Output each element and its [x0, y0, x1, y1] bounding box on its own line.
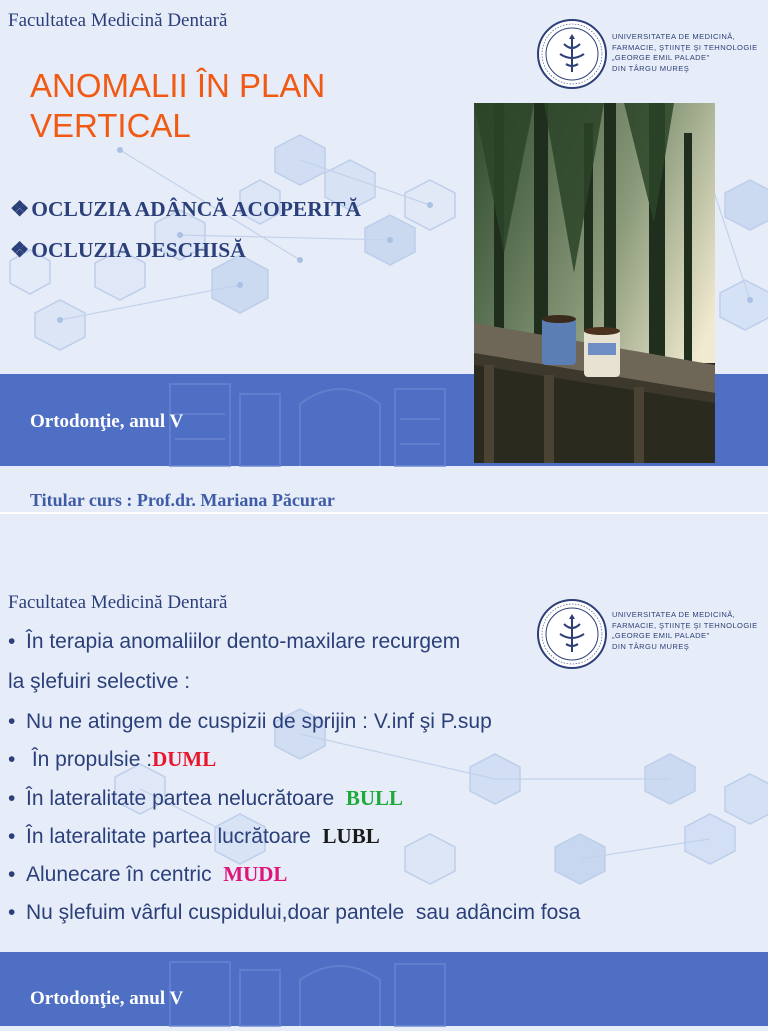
- topic-text: OCLUZIA DESCHISĂ: [31, 238, 246, 262]
- bullet-dot-icon: •: [8, 710, 16, 733]
- university-line: FARMACIE, ŞTIINŢE ŞI TEHNOLOGIE: [612, 620, 758, 630]
- university-line: DIN TÂRGU MUREŞ: [612, 641, 690, 651]
- diamond-bullet-icon: ❖: [10, 197, 30, 221]
- bullet-text: Nu şlefuim vârful cuspidului,doar pantele sau adâncim fosa: [26, 901, 581, 924]
- bullet-item: [8, 747, 216, 772]
- bullet-dot-icon: •: [8, 863, 16, 886]
- course-name: Ortodonţie, anul V: [30, 411, 184, 432]
- university-line: FARMACIE, ŞTIINŢE ŞI TEHNOLOGIE: [612, 42, 758, 52]
- university-line: „GEORGE EMIL PALADE": [612, 53, 710, 62]
- university-line: DIN TÂRGU MUREŞ: [612, 63, 690, 73]
- university-line: UNIVERSITATEA DE MEDICINĂ,: [612, 610, 736, 619]
- topic-text: OCLUZIA ADÂNCĂ ACOPERITĂ: [31, 197, 361, 221]
- bullet-text: În propulsie :: [26, 748, 153, 771]
- university-name: [612, 32, 762, 74]
- bullet-dot-icon: •: [8, 901, 16, 924]
- course-name: Ortodonţie, anul V: [30, 988, 184, 1009]
- bullet-text: la şlefuiri selective :: [8, 670, 191, 693]
- bullet-dot-icon: •: [8, 630, 16, 653]
- code-lubl: LUBL: [322, 824, 380, 848]
- university-name: [612, 610, 762, 652]
- bullet-text: În terapia anomaliilor dento-maxilare recurgem: [26, 630, 461, 653]
- topic-item: [10, 238, 246, 263]
- bullet-item: [8, 824, 380, 849]
- title-line: VERTICAL: [30, 107, 191, 144]
- slide-title: [30, 66, 450, 146]
- title-line: ANOMALII ÎN PLAN: [30, 67, 326, 104]
- bullet-dot-icon: •: [8, 787, 16, 810]
- bullet-item: [8, 862, 287, 887]
- bullet-text: Alunecare în centric: [26, 863, 224, 886]
- bullet-text: Nu ne atingem de cuspizii de sprijin : V.inf şi P.sup: [26, 710, 492, 733]
- diamond-bullet-icon: ❖: [10, 238, 30, 262]
- bullet-item: [8, 630, 460, 654]
- university-line: „GEORGE EMIL PALADE": [612, 631, 710, 640]
- bullet-item: [8, 710, 492, 734]
- bullet-dot-icon: •: [8, 825, 16, 848]
- forest-coffee-photo: [474, 103, 715, 463]
- bullet-text: În lateralitate partea nelucrătoare: [26, 787, 346, 810]
- slide-1: [0, 0, 768, 512]
- faculty-name: Facultatea Medicină Dentară: [8, 10, 228, 31]
- bullet-text: În lateralitate partea lucrătoare: [26, 825, 323, 848]
- university-seal-icon: [536, 598, 608, 670]
- bullet-item: [8, 670, 190, 694]
- faculty-name: Facultatea Medicină Dentară: [8, 592, 228, 613]
- university-line: UNIVERSITATEA DE MEDICINĂ,: [612, 32, 736, 41]
- code-duml: DUML: [152, 747, 217, 771]
- code-bull: BULL: [345, 786, 404, 810]
- code-mudl: MUDL: [223, 862, 288, 886]
- university-seal-icon: [536, 18, 608, 90]
- bullet-item: [8, 786, 403, 811]
- footer-band: [0, 952, 768, 1026]
- topic-item: [10, 197, 361, 222]
- photo-image: [474, 103, 715, 463]
- course-lecturer: Titular curs : Prof.dr. Mariana Păcurar: [30, 490, 335, 510]
- bullet-item: [8, 901, 580, 925]
- bullet-dot-icon: •: [8, 748, 16, 771]
